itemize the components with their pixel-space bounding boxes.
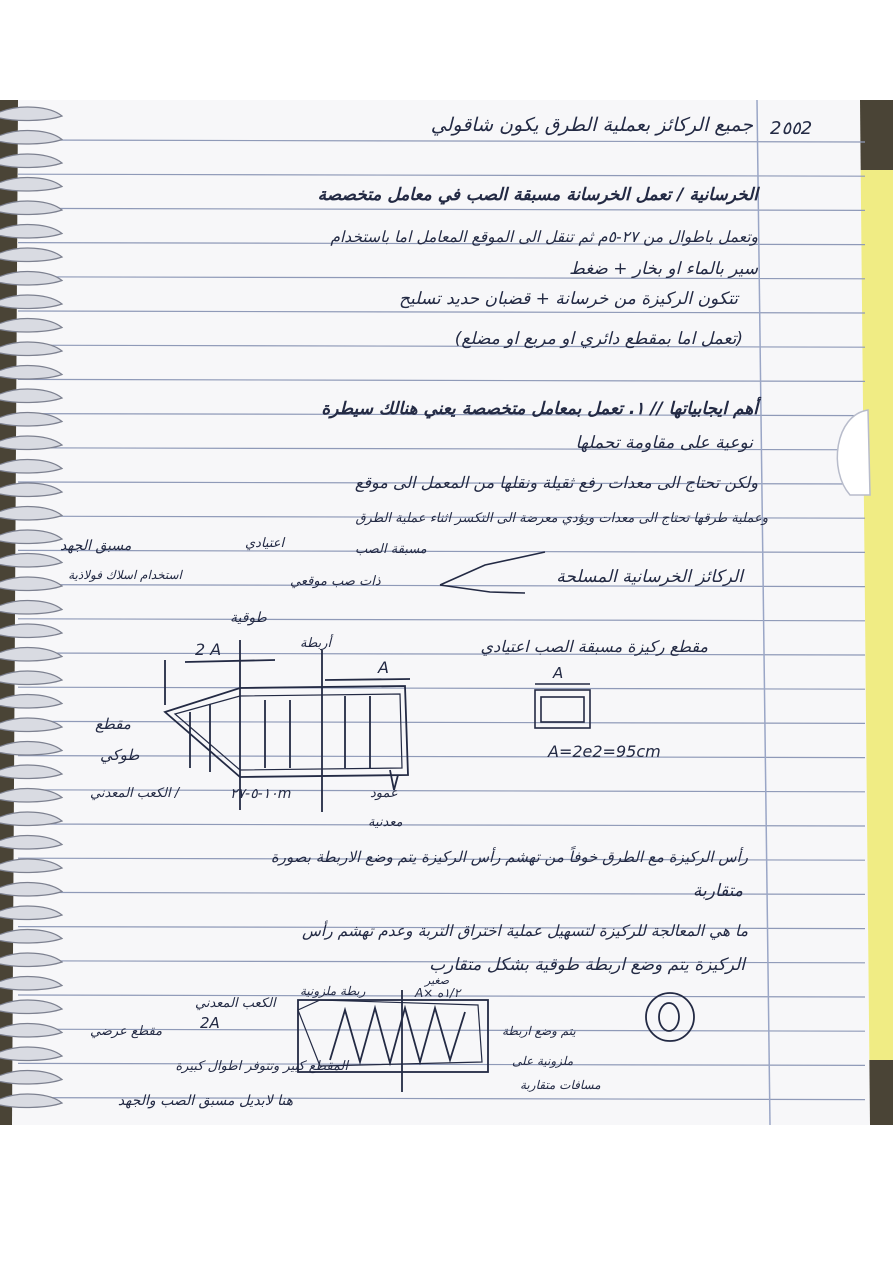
fig1-cap-label: / الكعب المعدني: [90, 786, 180, 801]
note-line-10: وعملية طرقها تحتاج الى معدات ويؤدي معرضة الى التكسر اثناء عملية الطرق: [355, 511, 768, 526]
fig1-bars-label-1: عمود: [370, 786, 398, 801]
fig1-arbita-label: أربطة: [300, 636, 332, 651]
note-line-15: ما هي المعالجة للركيزة لتسهيل عملية اختراق التربة وعدم تهشم رأس: [302, 922, 748, 940]
steel-wires-label: استخدام اسلاك فولاذية: [68, 568, 182, 582]
note-line-8: نوعية على مقاومة تحملها: [575, 433, 753, 453]
branch-upper-far-label: مسبق الجهد: [60, 538, 132, 554]
note-line-5: تتكون الركيزة من خرسانة + قضبان حديد تسليح: [399, 289, 738, 309]
note-line-4: سير بالماء او بخار + ضغط: [569, 259, 758, 279]
section1-formula: A=2e2=95cm: [548, 742, 661, 761]
note-line-16: الركيزة يتم وضع اربطة طوقية بشكل متقارب: [429, 955, 745, 975]
fig1-length-label: ١٠-٥-٢٧m: [230, 786, 292, 802]
note-line-2: الخرسانية / تعمل الخرسانة مسبقة الصب في معامل متخصصة: [317, 185, 758, 205]
note-line-12: مقطع ركيزة مسبقة الصب اعتيادي: [480, 637, 708, 656]
fig2-right-label-3: مسافات متقاربة: [520, 1078, 601, 1092]
branch-upper-label: مسبقة الصب: [355, 542, 427, 557]
margin-note: 2٥٥2: [770, 118, 813, 139]
note-line-17: المقطع كبير وتتوفر اطوال كبيرة: [175, 1059, 348, 1074]
section1-a-label: A: [553, 664, 564, 682]
fig2-top-label-2: صغير: [425, 974, 450, 987]
branch-lower-label: ذات صب موقعي: [290, 574, 381, 589]
fig1-a-label: A: [378, 658, 389, 677]
note-line-1: جميع الركائز بعملية الطرق يكون شاقولي: [430, 114, 753, 136]
fig2-top-label-3: ١/٢ه ×A: [415, 986, 461, 1000]
note-line-6: (تعمل اما بمقطع دائري او مربع او مضلع): [454, 329, 743, 349]
fig2-top-label: ربطة ملزونية: [300, 984, 366, 998]
note-line-14: متقاربة: [692, 881, 743, 901]
fig2-cap-label: الكعب المعدني: [195, 996, 276, 1011]
fig1-shoe-label-1: مقطع: [95, 715, 131, 733]
fig2-right-label-2: ملزونية على: [512, 1054, 574, 1068]
note-line-9: ولكن تحتاج الى معدات رفع ثقيلة ونقلها من المعمل الى موقع: [354, 473, 758, 492]
spiral-binding: [0, 107, 62, 1107]
note-line-11: الركائز الخرسانية المسلحة: [556, 567, 743, 587]
fig1-2a-label: 2 A: [195, 640, 222, 659]
note-line-18: هنا لابديل مسبق الصب والجهد: [117, 1093, 293, 1109]
fig1-shoe-label-2: طوكي: [100, 746, 140, 764]
fig2-right-label-1: يتم وضع اربطة: [502, 1024, 576, 1038]
fig2-2a-label: 2A: [200, 1014, 220, 1032]
fig1-bars-label-2: معدنية: [368, 815, 403, 830]
note-line-13: رأس الركيزة مع الطرق خوفاً من تهشم رأس الركيزة يتم وضع الاربطة بصورة: [270, 848, 748, 866]
note-line-7: أهم ايجابياتها // ١. تعمل بمعامل متخصصة يعني هنالك سيطرة: [321, 399, 758, 419]
branch-upper-end-label: اعتيادي: [245, 536, 285, 551]
note-line-3: وتعمل باطوال من ٢٧-٥م ثم تنقل الى الموقع المعامل اما باستخدام: [330, 228, 758, 246]
fig1-tawqiya-label: طوقية: [230, 610, 267, 626]
fig2-section-label: مقطع عرضي: [90, 1024, 163, 1039]
